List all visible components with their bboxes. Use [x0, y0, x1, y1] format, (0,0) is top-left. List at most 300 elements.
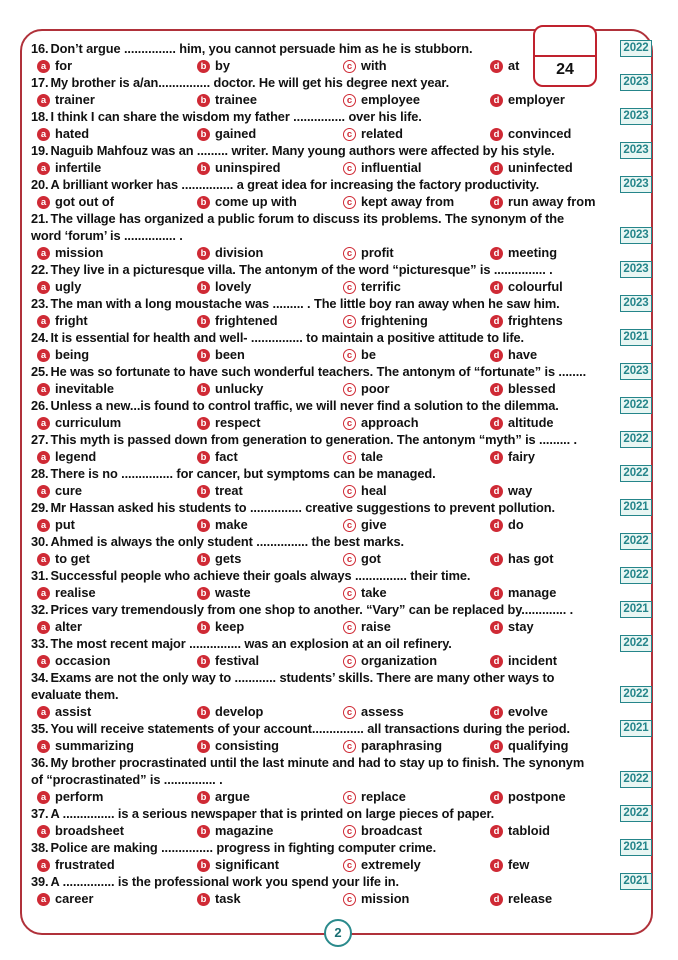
- option-letter-circle: c: [343, 128, 356, 141]
- question-number: 29.: [31, 500, 49, 515]
- option-text: release: [508, 891, 553, 906]
- option-letter-circle: d: [490, 162, 503, 175]
- option-text: related: [361, 126, 403, 141]
- question-number: 27.: [31, 432, 49, 447]
- exam-year-tag: 2023: [620, 261, 652, 278]
- option-letter-circle: c: [343, 859, 356, 872]
- option-letter-circle: b: [197, 60, 210, 73]
- question-number: 16.: [31, 41, 49, 56]
- option-letter-circle: d: [490, 587, 503, 600]
- question-number: 38.: [31, 840, 49, 855]
- option-text: inevitable: [55, 381, 115, 396]
- option-text: trainee: [215, 92, 257, 107]
- option-letter-circle: b: [197, 315, 210, 328]
- option-b[interactable]: [197, 448, 238, 465]
- question-text: They live in a picturesque villa. The antonym of the word “picturesque” is ............... .: [50, 262, 553, 277]
- option-b[interactable]: [197, 278, 251, 295]
- option-text: come up with: [215, 194, 297, 209]
- option-c[interactable]: [343, 159, 421, 176]
- answer-options: [31, 516, 643, 533]
- option-b[interactable]: [197, 414, 261, 431]
- option-a[interactable]: [37, 516, 75, 533]
- option-text: frightened: [215, 313, 278, 328]
- option-letter-circle: a: [37, 825, 50, 838]
- option-letter-circle: b: [197, 485, 210, 498]
- question-text: This myth is passed down from generation to generation. The antonym “myth” is ......... .: [50, 432, 578, 447]
- answer-options: [31, 618, 643, 635]
- option-text: lovely: [215, 279, 252, 294]
- option-d[interactable]: [490, 448, 535, 465]
- question-stem: [31, 210, 649, 244]
- option-b[interactable]: [197, 550, 241, 567]
- option-text: waste: [215, 585, 251, 600]
- option-text: hated: [55, 126, 90, 141]
- answer-options: [31, 448, 643, 465]
- option-text: got out of: [55, 194, 114, 209]
- option-text: be: [361, 347, 376, 362]
- answer-options: [31, 244, 643, 261]
- option-c[interactable]: [343, 125, 403, 142]
- answer-options: [31, 278, 643, 295]
- option-text: employee: [361, 92, 421, 107]
- option-c[interactable]: [343, 57, 387, 74]
- answer-options: [31, 482, 643, 499]
- option-text: influential: [361, 160, 422, 175]
- exam-year-tag: 2023: [620, 108, 652, 125]
- badge-divider: [535, 55, 595, 57]
- option-a[interactable]: [37, 652, 110, 669]
- option-b[interactable]: [197, 890, 241, 907]
- option-letter-circle: b: [197, 162, 210, 175]
- question-text: It is essential for health and well- ............... to maintain a positive attitude to life.: [50, 330, 525, 345]
- option-b[interactable]: [197, 822, 273, 839]
- option-letter-circle: d: [490, 519, 503, 532]
- answer-options: [31, 550, 643, 567]
- option-text: curriculum: [55, 415, 122, 430]
- exam-year-tag: 2023: [620, 74, 652, 91]
- question-stem: [31, 839, 649, 856]
- option-letter-circle: b: [197, 859, 210, 872]
- option-letter-circle: a: [37, 791, 50, 804]
- question-text: There is no ............... for cancer, but symptoms can be managed.: [50, 466, 436, 481]
- exam-year-tag: 2022: [620, 686, 652, 703]
- option-c[interactable]: [343, 618, 391, 635]
- option-d[interactable]: [490, 788, 566, 805]
- option-letter-circle: a: [37, 859, 50, 872]
- option-d[interactable]: [490, 159, 573, 176]
- option-c[interactable]: [343, 482, 387, 499]
- option-text: trainer: [55, 92, 95, 107]
- option-letter-circle: c: [343, 417, 356, 430]
- question-text: He was so fortunate to have such wonderful teachers. The antonym of “fortunate” is ........: [50, 364, 587, 379]
- option-letter-circle: b: [197, 281, 210, 294]
- option-a[interactable]: [37, 193, 114, 210]
- option-a[interactable]: [37, 448, 96, 465]
- option-b[interactable]: [197, 57, 230, 74]
- question-list: [31, 40, 649, 907]
- question-text: Police are making ............... progress in fighting computer crime.: [50, 840, 437, 855]
- option-a[interactable]: [37, 703, 91, 720]
- option-d[interactable]: [490, 278, 563, 295]
- option-a[interactable]: [37, 788, 103, 805]
- option-c[interactable]: [343, 890, 409, 907]
- option-letter-circle: d: [490, 621, 503, 634]
- option-a[interactable]: [37, 414, 121, 431]
- option-d[interactable]: [490, 890, 552, 907]
- question-number: 30.: [31, 534, 49, 549]
- option-a[interactable]: [37, 125, 89, 142]
- option-letter-circle: c: [343, 825, 356, 838]
- exam-year-tag: 2022: [620, 40, 652, 57]
- option-text: division: [215, 245, 264, 260]
- option-text: significant: [215, 857, 279, 872]
- option-letter-circle: d: [490, 417, 503, 430]
- option-b[interactable]: [197, 91, 257, 108]
- option-letter-circle: b: [197, 383, 210, 396]
- option-text: raise: [361, 619, 391, 634]
- option-c[interactable]: [343, 346, 376, 363]
- option-a[interactable]: [37, 278, 81, 295]
- option-d[interactable]: [490, 856, 529, 873]
- option-b[interactable]: [197, 193, 297, 210]
- option-text: uninspired: [215, 160, 281, 175]
- answer-options: [31, 822, 643, 839]
- option-c[interactable]: [343, 380, 389, 397]
- option-b[interactable]: [197, 516, 248, 533]
- question-stem: [31, 720, 649, 737]
- option-d[interactable]: [490, 414, 554, 431]
- option-a[interactable]: [37, 91, 95, 108]
- question-stem: [31, 567, 649, 584]
- question-number: 19.: [31, 143, 49, 158]
- option-a[interactable]: [37, 57, 72, 74]
- question-number: 17.: [31, 75, 49, 90]
- exam-year-tag: 2022: [620, 465, 652, 482]
- answer-options: [31, 703, 643, 720]
- option-d[interactable]: [490, 193, 595, 210]
- question-number: 36.: [31, 755, 49, 770]
- question-stem: [31, 465, 649, 482]
- option-letter-circle: a: [37, 519, 50, 532]
- option-letter-circle: d: [490, 791, 503, 804]
- answer-options: [31, 856, 643, 873]
- exam-year-tag: 2021: [620, 329, 652, 346]
- option-letter-circle: a: [37, 128, 50, 141]
- option-text: qualifying: [508, 738, 569, 753]
- option-letter-circle: a: [37, 587, 50, 600]
- option-b[interactable]: [197, 380, 263, 397]
- question-number: 23.: [31, 296, 49, 311]
- option-b[interactable]: [197, 618, 244, 635]
- option-text: consisting: [215, 738, 279, 753]
- option-b[interactable]: [197, 584, 251, 601]
- option-c[interactable]: [343, 703, 404, 720]
- option-text: heal: [361, 483, 387, 498]
- option-text: to get: [55, 551, 90, 566]
- question-stem: [31, 108, 649, 125]
- option-text: incident: [508, 653, 558, 668]
- question-stem: [31, 363, 649, 380]
- option-a[interactable]: [37, 482, 82, 499]
- option-text: blessed: [508, 381, 556, 396]
- option-letter-circle: a: [37, 247, 50, 260]
- option-b[interactable]: [197, 159, 280, 176]
- option-text: few: [508, 857, 530, 872]
- option-text: tale: [361, 449, 384, 464]
- option-a[interactable]: [37, 346, 89, 363]
- option-b[interactable]: [197, 856, 279, 873]
- option-c[interactable]: [343, 737, 442, 754]
- option-d[interactable]: [490, 652, 557, 669]
- question-text: The village has organized a public forum to discuss its problems. The synonym of the word ‘forum’ is ............... .: [31, 211, 565, 243]
- exam-number-badge: [533, 25, 597, 87]
- option-a[interactable]: [37, 822, 124, 839]
- option-letter-circle: a: [37, 740, 50, 753]
- option-text: occasion: [55, 653, 111, 668]
- question-number: 28.: [31, 466, 49, 481]
- option-text: perform: [55, 789, 104, 804]
- option-text: extremely: [361, 857, 421, 872]
- option-letter-circle: b: [197, 893, 210, 906]
- option-text: has got: [508, 551, 554, 566]
- option-c[interactable]: [343, 822, 422, 839]
- question-number: 25.: [31, 364, 49, 379]
- option-letter-circle: c: [343, 349, 356, 362]
- option-text: fairy: [508, 449, 536, 464]
- question-text: Don’t argue ............... him, you cannot persuade him as he is stubborn.: [50, 41, 473, 56]
- option-a[interactable]: [37, 618, 82, 635]
- option-text: summarizing: [55, 738, 134, 753]
- option-d[interactable]: [490, 703, 548, 720]
- option-b[interactable]: [197, 482, 243, 499]
- question-stem: [31, 295, 649, 312]
- option-letter-circle: a: [37, 349, 50, 362]
- option-a[interactable]: [37, 856, 115, 873]
- option-letter-circle: b: [197, 825, 210, 838]
- option-c[interactable]: [343, 550, 381, 567]
- option-letter-circle: a: [37, 706, 50, 719]
- question-stem: [31, 176, 649, 193]
- option-letter-circle: d: [490, 60, 503, 73]
- option-letter-circle: c: [343, 315, 356, 328]
- option-a[interactable]: [37, 890, 93, 907]
- option-letter-circle: d: [490, 553, 503, 566]
- exam-year-tag: 2022: [620, 397, 652, 414]
- option-b[interactable]: [197, 125, 256, 142]
- option-text: gets: [215, 551, 242, 566]
- answer-options: [31, 193, 643, 210]
- option-text: have: [508, 347, 538, 362]
- option-a[interactable]: [37, 737, 134, 754]
- option-text: manage: [508, 585, 557, 600]
- exam-year-tag: 2023: [620, 142, 652, 159]
- option-d[interactable]: [490, 822, 550, 839]
- option-text: with: [361, 58, 387, 73]
- option-d[interactable]: [490, 550, 554, 567]
- option-text: cure: [55, 483, 83, 498]
- option-letter-circle: c: [343, 247, 356, 260]
- option-c[interactable]: [343, 516, 387, 533]
- question-number: 20.: [31, 177, 49, 192]
- option-a[interactable]: [37, 244, 103, 261]
- option-text: ugly: [55, 279, 82, 294]
- question-stem: [31, 329, 649, 346]
- question-text: Ahmed is always the only student ............... the best marks.: [50, 534, 404, 549]
- question-text: My brother procrastinated until the last minute and had to stay up to finish. The synonym of “procrastinated” is ............... .: [31, 755, 585, 787]
- option-text: put: [55, 517, 75, 532]
- option-text: treat: [215, 483, 243, 498]
- option-text: organization: [361, 653, 438, 668]
- question-number: 22.: [31, 262, 49, 277]
- option-b[interactable]: [197, 703, 263, 720]
- option-letter-circle: b: [197, 451, 210, 464]
- question-number: 33.: [31, 636, 49, 651]
- option-d[interactable]: [490, 244, 557, 261]
- answer-options: [31, 380, 643, 397]
- option-text: magazine: [215, 823, 274, 838]
- option-a[interactable]: [37, 550, 90, 567]
- option-c[interactable]: [343, 312, 428, 329]
- option-text: postpone: [508, 789, 566, 804]
- option-letter-circle: b: [197, 706, 210, 719]
- question-number: 35.: [31, 721, 49, 736]
- option-text: evolve: [508, 704, 548, 719]
- option-text: replace: [361, 789, 406, 804]
- option-letter-circle: c: [343, 553, 356, 566]
- option-d[interactable]: [490, 125, 571, 142]
- option-letter-circle: c: [343, 893, 356, 906]
- option-c[interactable]: [343, 584, 387, 601]
- option-text: run away from: [508, 194, 596, 209]
- option-text: legend: [55, 449, 97, 464]
- option-text: task: [215, 891, 241, 906]
- option-text: broadcast: [361, 823, 423, 838]
- question-stem: [31, 669, 649, 703]
- option-letter-circle: d: [490, 281, 503, 294]
- option-b[interactable]: [197, 652, 259, 669]
- option-d[interactable]: [490, 380, 556, 397]
- option-c[interactable]: [343, 788, 406, 805]
- option-c[interactable]: [343, 414, 419, 431]
- option-text: mission: [55, 245, 104, 260]
- option-b[interactable]: [197, 312, 278, 329]
- option-text: frightening: [361, 313, 428, 328]
- exam-year-tag: 2021: [620, 601, 652, 618]
- option-text: terrific: [361, 279, 401, 294]
- option-letter-circle: b: [197, 417, 210, 430]
- option-text: keep: [215, 619, 245, 634]
- option-text: been: [215, 347, 245, 362]
- question-text: Naguib Mahfouz was an ......... writer. Many young authors were affected by his style.: [50, 143, 555, 158]
- option-letter-circle: d: [490, 485, 503, 498]
- option-c[interactable]: [343, 448, 383, 465]
- option-letter-circle: a: [37, 94, 50, 107]
- option-d[interactable]: [490, 57, 519, 74]
- option-text: frightens: [508, 313, 563, 328]
- option-c[interactable]: [343, 244, 394, 261]
- option-letter-circle: b: [197, 196, 210, 209]
- answer-options: [31, 346, 643, 363]
- option-letter-circle: b: [197, 553, 210, 566]
- option-letter-circle: c: [343, 519, 356, 532]
- answer-options: [31, 652, 643, 669]
- option-text: gained: [215, 126, 257, 141]
- option-letter-circle: a: [37, 655, 50, 668]
- exam-year-tag: 2022: [620, 567, 652, 584]
- question-number: 21.: [31, 211, 49, 226]
- option-letter-circle: a: [37, 621, 50, 634]
- option-a[interactable]: [37, 159, 101, 176]
- option-c[interactable]: [343, 278, 401, 295]
- option-text: argue: [215, 789, 250, 804]
- option-letter-circle: c: [343, 587, 356, 600]
- option-letter-circle: b: [197, 247, 210, 260]
- question-stem: [31, 601, 649, 618]
- option-letter-circle: b: [197, 621, 210, 634]
- option-a[interactable]: [37, 312, 88, 329]
- answer-options: [31, 584, 643, 601]
- option-c[interactable]: [343, 193, 454, 210]
- option-letter-circle: b: [197, 128, 210, 141]
- option-letter-circle: c: [343, 196, 356, 209]
- option-d[interactable]: [490, 346, 537, 363]
- option-text: festival: [215, 653, 260, 668]
- option-c[interactable]: [343, 652, 437, 669]
- option-text: broadsheet: [55, 823, 124, 838]
- option-c[interactable]: [343, 91, 420, 108]
- option-text: frustrated: [55, 857, 115, 872]
- answer-options: [31, 91, 643, 108]
- question-text: You will receive statements of your account............... all transactions during the period.: [50, 721, 570, 736]
- question-number: 37.: [31, 806, 49, 821]
- option-b[interactable]: [197, 788, 250, 805]
- question-text: Prices vary tremendously from one shop to another. “Vary” can be replaced by............. .: [50, 602, 574, 617]
- option-text: stay: [508, 619, 534, 634]
- option-c[interactable]: [343, 856, 421, 873]
- option-letter-circle: a: [37, 60, 50, 73]
- question-stem: [31, 873, 649, 890]
- option-text: mission: [361, 891, 410, 906]
- option-a[interactable]: [37, 584, 96, 601]
- question-text: A ............... is a serious newspaper that is printed on large pieces of paper.: [50, 806, 495, 821]
- option-b[interactable]: [197, 346, 245, 363]
- option-letter-circle: a: [37, 553, 50, 566]
- option-d[interactable]: [490, 91, 565, 108]
- option-text: respect: [215, 415, 261, 430]
- option-b[interactable]: [197, 244, 263, 261]
- option-d[interactable]: [490, 516, 524, 533]
- option-letter-circle: a: [37, 893, 50, 906]
- question-text: Successful people who achieve their goals always ............... their time.: [50, 568, 471, 583]
- option-d[interactable]: [490, 482, 532, 499]
- option-text: convinced: [508, 126, 572, 141]
- option-letter-circle: c: [343, 791, 356, 804]
- option-d[interactable]: [490, 618, 534, 635]
- option-text: realise: [55, 585, 96, 600]
- option-b[interactable]: [197, 737, 279, 754]
- exam-year-tag: 2023: [620, 176, 652, 193]
- option-text: fact: [215, 449, 238, 464]
- exam-year-tag: 2022: [620, 635, 652, 652]
- option-d[interactable]: [490, 584, 556, 601]
- option-a[interactable]: [37, 380, 114, 397]
- option-d[interactable]: [490, 737, 568, 754]
- option-text: poor: [361, 381, 390, 396]
- question-number: 31.: [31, 568, 49, 583]
- option-d[interactable]: [490, 312, 563, 329]
- answer-options: [31, 890, 643, 907]
- option-text: uninfected: [508, 160, 573, 175]
